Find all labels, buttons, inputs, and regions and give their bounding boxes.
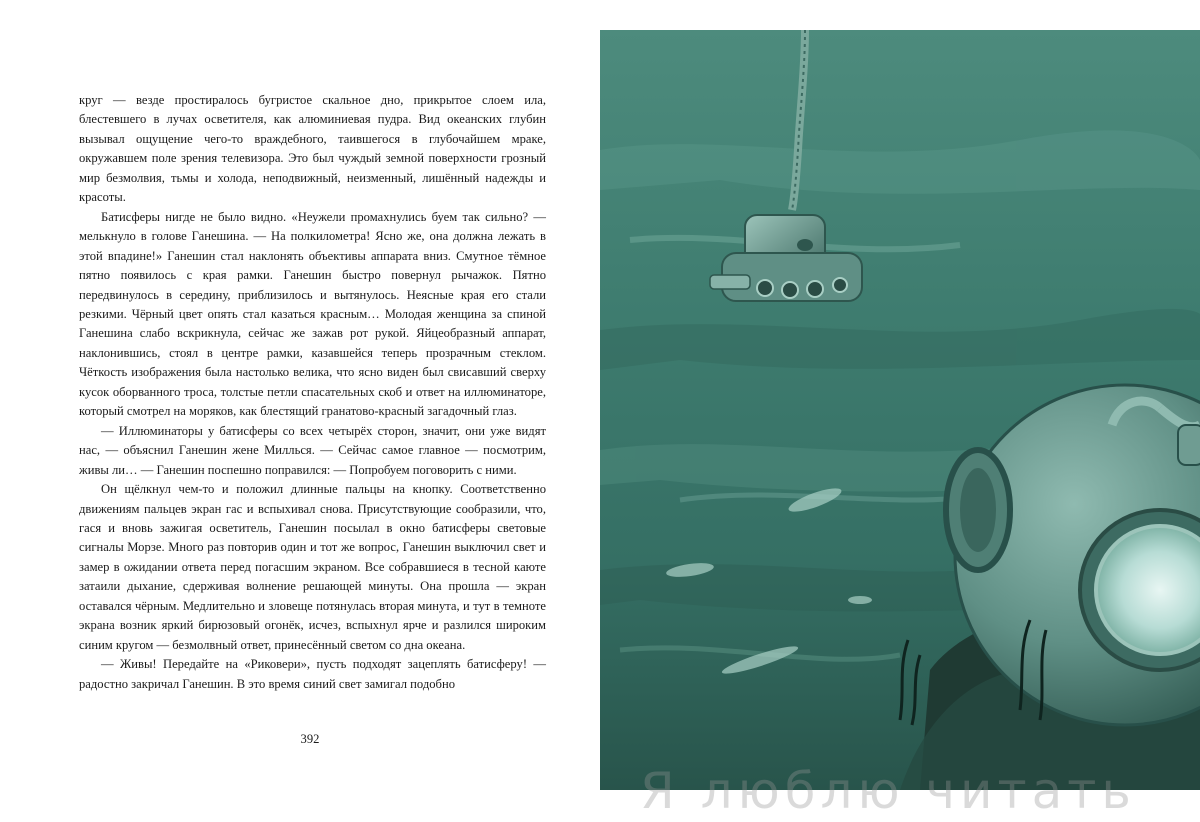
- porthole-glow: [1096, 526, 1200, 654]
- paragraph: круг — везде простиралось бугристое скальное дно, прикрытое слоем ила, блестевшего в лучах осветителя, как алюминиевая пудра. Вид океанских глубин вызывал ощущение чего-то враждебного, таившегося в глубочайшем мраке, окружавшем поле зрения телевизора. Это был чуждый земной поверхности грозный мир безмолвия, тьмы и холода, неподвижный, неизменный, лишённый надежды и красоты.: [79, 93, 546, 205]
- paragraph: Батисферы нигде не было видно. «Неужели промахнулись буем так сильно? — мелькнуло в голове Ганешина. — На полкилометра! Ясно же, она должна лежать в этой впадине!» Ганешин стал наклонять объективы аппарата вниз. Смутное тёмное пятно появилось с края рамки. Ганешин быстро повернул рычажок. Пятно передвинулось в середину, приблизилось и вытянулось. Неясные края его стали резкими. Чёрный цвет опять стал казаться красным… Молодая женщина за спиной Ганешина слабо вскрикнула, сейчас же зажав рот рукой. Яйцеобразный аппарат, наклонившись, стоял в центре рамки, казавшейся теперь прозрачным стеклом. Чёткость изображения была настолько велика, что ясно виден был свисавший сверху кусок оборванного троса, толстые петли спасательных скоб и ответ на иллюминаторе, который смотрел на моряков, как блестящий гранатово-красный загадочный глаз.: [79, 209, 546, 419]
- paragraph: — Живы! Передайте на «Риковери», пусть подходят зацеплять батисферу! — радостно закричал Ганешин. В это время синий свет замигал подобно: [79, 657, 546, 691]
- page-number: 392: [300, 732, 320, 746]
- body-text: [79, 91, 546, 694]
- watermark: Я люблю читать: [640, 762, 1136, 820]
- illustration-painting: [600, 30, 1200, 790]
- paragraph: — Иллюминаторы у батисферы со всех четырёх сторон, значит, они уже видят нас, — объяснил Ганешин жене Миллься. — Сейчас самое главное — посмотрим, живы ли… — Ганешин поспешно поправился: — Попробуем поговорить с ними.: [79, 423, 546, 477]
- illustration-underwater-bathysphere: [600, 30, 1200, 790]
- paragraph: Он щёлкнул чем-то и положил длинные пальцы на кнопку. Соответственно движениям пальцев экран гас и вспыхивал снова. Присутствующие сообразили, что, гася и вновь зажигая осветитель, Ганешин посылал в окно батисферы световые сигналы Морзе. Много раз повторив один и тот же вопрос, Ганешин выключил свет и замер в ожидании ответа перед погасшим экраном. Все собравшиеся в тесной каюте затаили дыхание, сдерживая волнение решающей минуты. Она прошла — экран оставался чёрным. Медлительно и зловеще потянулась вторая минута, и тут в темноте экрана возник яркий бирюзовый огонёк, исчез, вспыхнул ярче и разлился широким синим кругом — безмолвный ответ, принесённый светом со дна океана.: [79, 482, 546, 652]
